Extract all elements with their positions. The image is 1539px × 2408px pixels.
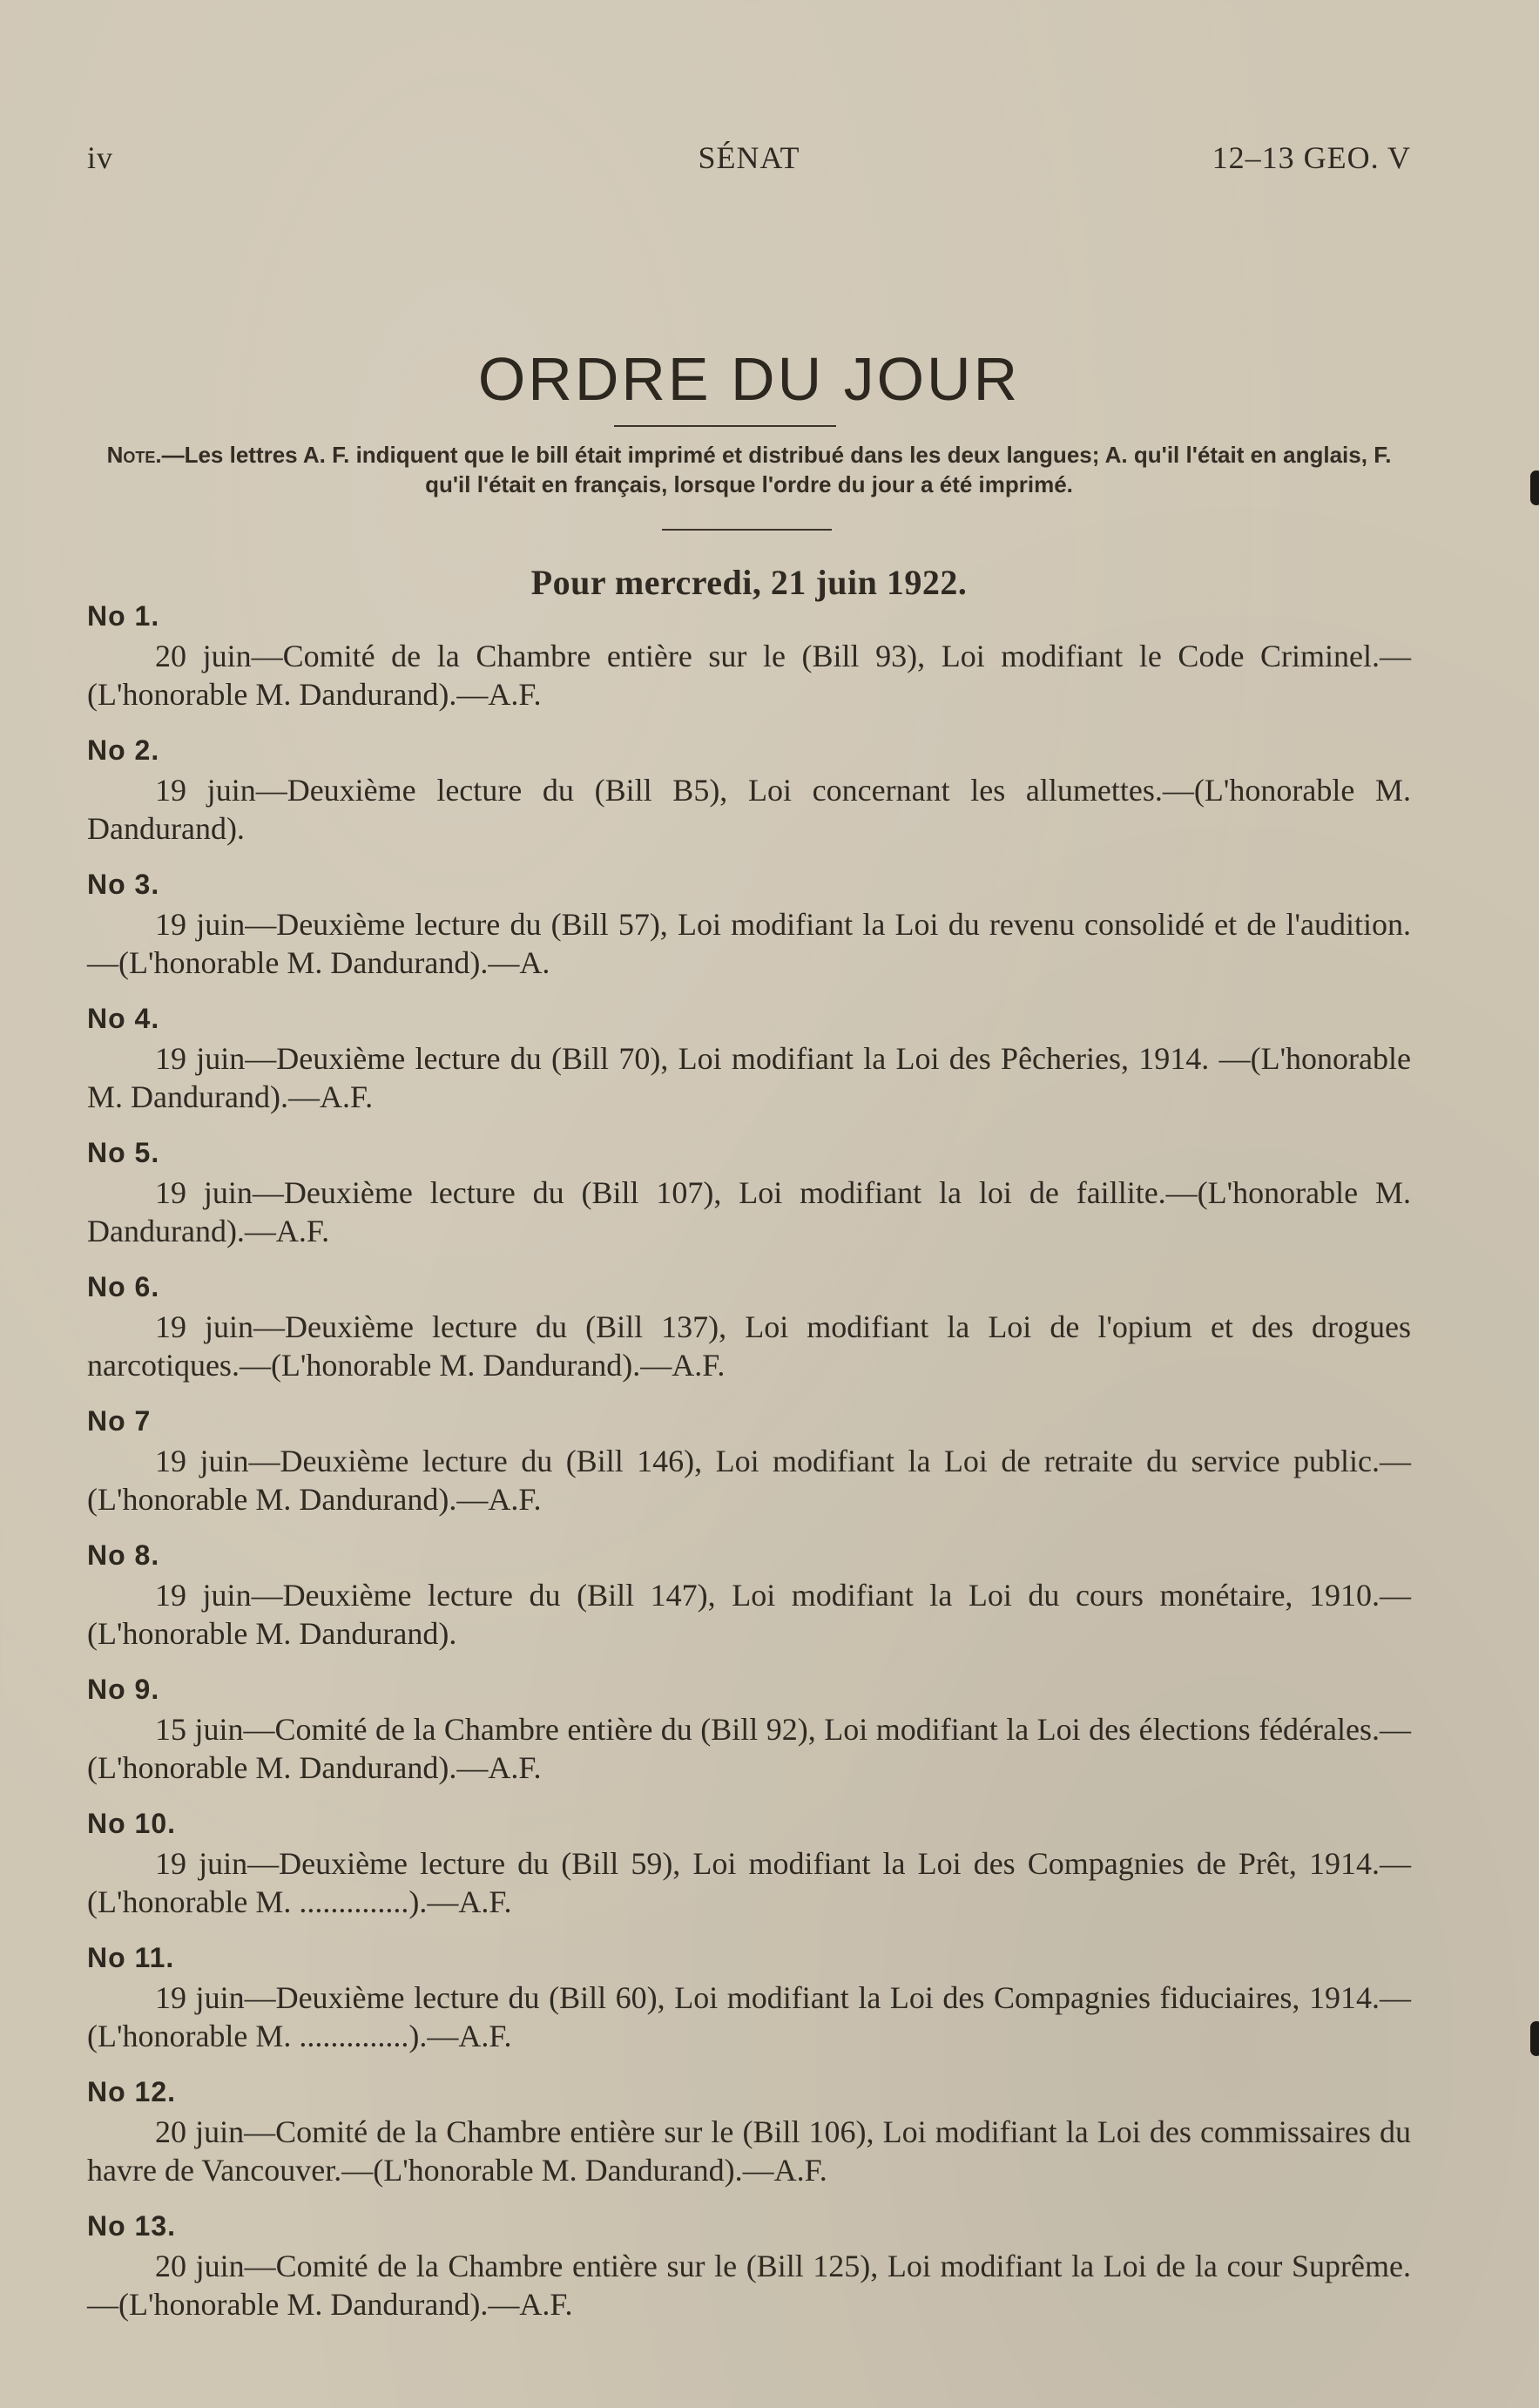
note-label: Note. (106, 442, 162, 468)
order-item (87, 865, 1411, 982)
item-text: 19 juin—Deuxième lecture du (Bill 146), Loi modifiant la Loi de retraite du service public.—(L'honorable M. Dandurand).—A.F. (87, 1444, 1411, 1517)
item-number: No 1. (87, 600, 160, 632)
item-number: No 3. (87, 869, 160, 900)
page-number: iv (87, 140, 114, 175)
order-item (87, 1268, 1411, 1384)
item-number: No 10. (87, 1808, 177, 1839)
order-item (87, 2207, 1411, 2323)
date-heading: Pour mercredi, 21 juin 1922. (530, 563, 968, 602)
order-item (87, 1938, 1411, 2055)
item-text: 19 juin—Deuxième lecture du (Bill 60), Loi modifiant la Loi des Compagnies fiduciaires, 1914.—(L'honorable M. ..............).—A.F. (87, 1980, 1411, 2053)
order-item (87, 731, 1411, 848)
order-item (87, 597, 1411, 714)
item-text: 15 juin—Comité de la Chambre entière du (Bill 92), Loi modifiant la Loi des élections fédérales.—(L'honorable M. Dandurand).—A.F. (87, 1712, 1411, 1785)
order-item (87, 999, 1411, 1116)
binding-mark (1530, 2021, 1539, 2056)
item-number: No 7 (87, 1405, 152, 1437)
order-item (87, 1536, 1411, 1653)
item-text: 20 juin—Comité de la Chambre entière sur le (Bill 125), Loi modifiant la Loi de la cour Suprême.—(L'honorable M. Dandurand).—A.F. (87, 2249, 1411, 2322)
session-label: 12–13 GEO. V (1212, 140, 1411, 175)
item-number: No 8. (87, 1539, 160, 1571)
item-number: No 11. (87, 1942, 175, 1973)
item-number: No 6. (87, 1271, 160, 1302)
item-text: 19 juin—Deuxième lecture du (Bill 59), Loi modifiant la Loi des Compagnies de Prêt, 1914.—(L'honorable M. ..............).—A.F. (87, 1846, 1411, 1919)
running-header (87, 139, 1411, 183)
item-text: 19 juin—Deuxième lecture du (Bill 57), Loi modifiant la Loi du revenu consolidé et de l'audition.—(L'honorable M. Dandurand).—A. (87, 907, 1411, 980)
item-number: No 9. (87, 1674, 160, 1705)
order-item (87, 1402, 1411, 1519)
item-number: No 12. (87, 2076, 177, 2107)
binding-mark (1530, 470, 1539, 505)
order-item (87, 2073, 1411, 2189)
page-title: ORDRE DU JOUR (477, 345, 1021, 413)
item-text: 19 juin—Deuxième lecture du (Bill 147), Loi modifiant la Loi du cours monétaire, 1910.—(L'honorable M. Dandurand). (87, 1578, 1411, 1651)
item-text: 19 juin—Deuxième lecture du (Bill B5), Loi concernant les allumettes.—(L'honorable M. Dandurand). (87, 773, 1411, 846)
order-item (87, 1133, 1411, 1250)
section-rule (662, 529, 832, 531)
item-text: 19 juin—Deuxième lecture du (Bill 70), Loi modifiant la Loi des Pêcheries, 1914. —(L'honorable M. Dandurand).—A.F. (87, 1041, 1411, 1114)
title-rule (614, 425, 836, 427)
note-text: —Les lettres A. F. indiquent que le bill était imprimé et distribué dans les deux langues; A. qu'il l'était en anglais, F. qu'il l'était en français, lorsque l'ordre du jour a été imprimé. (161, 442, 1392, 497)
item-number: No 4. (87, 1003, 160, 1034)
order-item (87, 1670, 1411, 1787)
note-paragraph (87, 440, 1411, 499)
item-text: 19 juin—Deuxième lecture du (Bill 107), Loi modifiant la loi de faillite.—(L'honorable M. Dandurand).—A.F. (87, 1175, 1411, 1248)
item-text: 20 juin—Comité de la Chambre entière sur le (Bill 106), Loi modifiant la Loi des commissaires du havre de Vancouver.—(L'honorable M. Dandurand).—A.F. (87, 2114, 1411, 2188)
chamber-name: SÉNAT (698, 140, 800, 175)
order-item (87, 1804, 1411, 1921)
item-number: No 13. (87, 2210, 177, 2242)
order-items-list (87, 597, 1411, 2341)
item-number: No 5. (87, 1137, 160, 1168)
item-text: 20 juin—Comité de la Chambre entière sur le (Bill 93), Loi modifiant le Code Criminel.—(L'honorable M. Dandurand).—A.F. (87, 639, 1411, 712)
item-text: 19 juin—Deuxième lecture du (Bill 137), Loi modifiant la Loi de l'opium et des drogues narcotiques.—(L'honorable M. Dandurand).—A.F. (87, 1309, 1411, 1383)
item-number: No 2. (87, 734, 160, 766)
